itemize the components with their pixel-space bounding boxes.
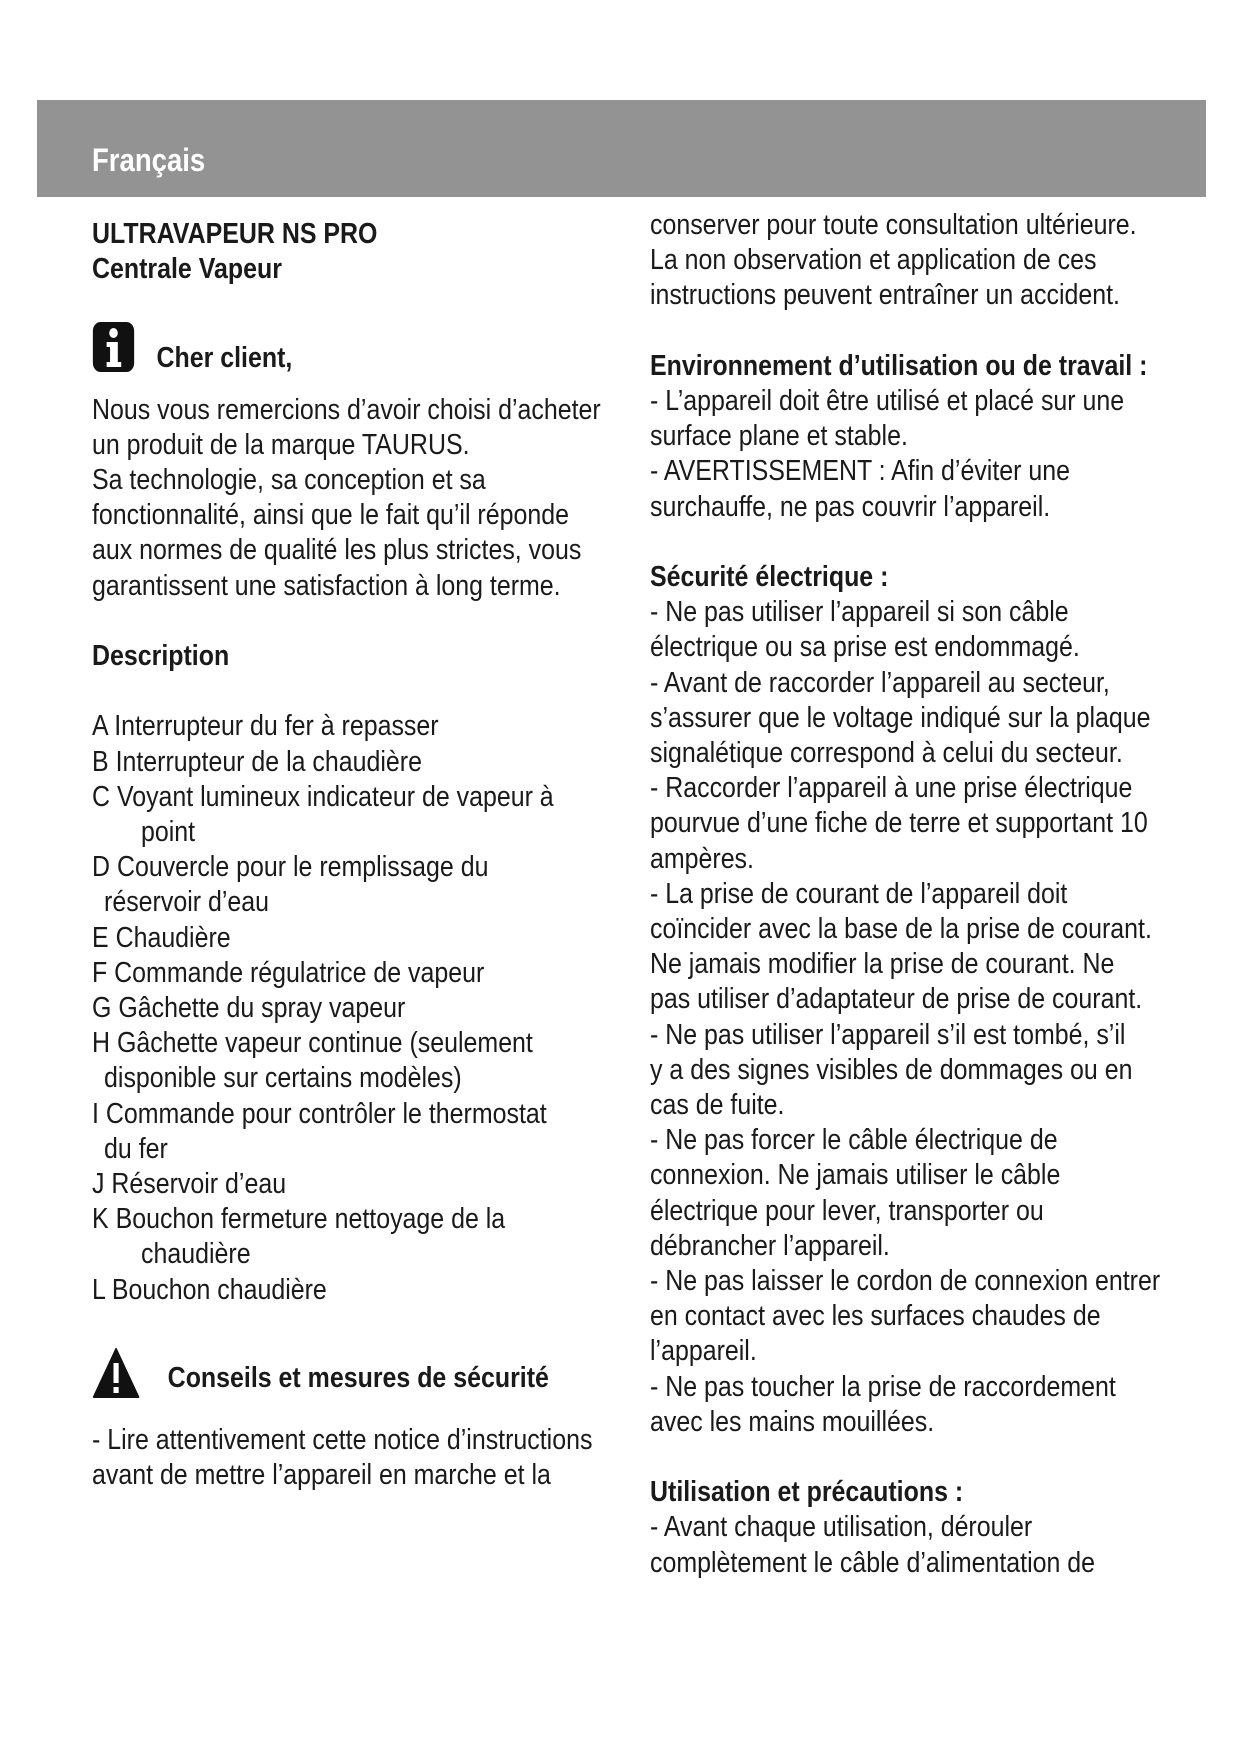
section-line: complètement le câble d’alimentation de (650, 1546, 1096, 1579)
section-line: - AVERTISSEMENT : Afin d’éviter une (650, 455, 1071, 488)
section-line: électrique ou sa prise est endommagé. (650, 631, 1080, 664)
product-type: Centrale Vapeur (92, 253, 282, 286)
section-line: - Ne pas utiliser l’appareil si son câble (650, 596, 1069, 629)
left-column (92, 217, 601, 1493)
safety-sections (650, 314, 1161, 1581)
description-item: F Commande régulatrice de vapeur (92, 956, 485, 989)
intro-line: Sa technologie, sa conception et sa (92, 464, 486, 496)
section-heading: Sécurité électrique : (650, 561, 889, 593)
language-title: Français (92, 142, 206, 178)
section-line: - Ne pas forcer le câble électrique de (650, 1124, 1058, 1157)
continuation-line: instructions peuvent entraîner un accident. (650, 279, 1120, 312)
right-column (650, 208, 1161, 1581)
safety-heading-row (92, 1343, 601, 1413)
section-line: surchauffe, ne pas couvrir l’appareil. (650, 490, 1051, 523)
description-item: L Bouchon chaudière (92, 1273, 327, 1306)
description-item: point (141, 816, 196, 848)
description-item: B Interrupteur de la chaudière (92, 745, 422, 778)
section-heading: Utilisation et précautions : (650, 1476, 964, 1509)
continuation-text (650, 208, 1137, 314)
section-line: surface plane et stable. (650, 420, 908, 453)
safety-intro-line: avant de mettre l’appareil en marche et la (92, 1459, 551, 1492)
intro-line: aux normes de qualité les plus strictes, vous (92, 534, 582, 567)
section-line: connexion. Ne jamais utiliser le câble (650, 1159, 1061, 1192)
section-line: débrancher l’appareil. (650, 1229, 890, 1262)
section-line: - Avant de raccorder l’appareil au secteur, (650, 666, 1110, 699)
description-item: H Gâchette vapeur continue (seulement (92, 1027, 533, 1060)
section-line: cas de fuite. (650, 1089, 785, 1122)
description-item: chaudière (141, 1238, 251, 1271)
continuation-line: conserver pour toute consultation ultérieure. (650, 209, 1137, 241)
section-line: y a des signes visibles de dommages ou en (650, 1053, 1133, 1086)
product-name: ULTRAVAPEUR NS PRO (92, 218, 378, 250)
description-item: disponible sur certains modèles) (104, 1062, 462, 1095)
section-line: - La prise de courant de l’appareil doit (650, 877, 1068, 910)
description-item: J Réservoir d’eau (92, 1168, 287, 1201)
intro-line: un produit de la marque TAURUS. (92, 428, 470, 461)
language-header (37, 100, 1206, 197)
intro-line: fonctionnalité, ainsi que le fait qu’il réponde (92, 499, 569, 532)
greeting: Cher client, (156, 341, 293, 374)
info-icon (92, 321, 135, 373)
description-list (92, 709, 601, 1307)
description-item: C Voyant lumineux indicateur de vapeur à (92, 780, 554, 813)
section-line: - Ne pas laisser le cordon de connexion entrer (650, 1265, 1161, 1298)
section-line: - L’appareil doit être utilisé et placé sur une (650, 385, 1125, 417)
section-line: avec les mains mouillées. (650, 1405, 935, 1438)
section-line: coïncider avec la base de la prise de courant. (650, 913, 1152, 946)
section-line: en contact avec les surfaces chaudes de (650, 1300, 1101, 1333)
section-line: électrique pour lever, transporter ou (650, 1194, 1044, 1227)
section-line: signalétique correspond à celui du secteur. (650, 737, 1123, 770)
intro-text (92, 393, 601, 604)
description-item: du fer (104, 1132, 168, 1165)
continuation-line: La non observation et application de ces (650, 244, 1097, 277)
intro-line: Nous vous remercions d’avoir choisi d’acheter (92, 393, 601, 426)
description-item: E Chaudière (92, 921, 231, 954)
safety-intro (92, 1423, 601, 1493)
section-line: s’assurer que le voltage indiqué sur la plaque (650, 701, 1151, 734)
description-item: I Commande pour contrôler le thermostat (92, 1097, 547, 1130)
warning-icon (92, 1347, 140, 1399)
safety-intro-line: - Lire attentivement cette notice d’instructions (92, 1424, 593, 1457)
section-line: Ne jamais modifier la prise de courant. Ne (650, 948, 1115, 981)
description-item: D Couvercle pour le remplissage du (92, 851, 489, 884)
section-heading: Environnement d’utilisation ou de travail : (650, 349, 1148, 382)
description-item: A Interrupteur du fer à repasser (92, 710, 439, 743)
section-line: - Ne pas toucher la prise de raccordement (650, 1370, 1116, 1403)
section-line: - Avant chaque utilisation, dérouler (650, 1511, 1033, 1544)
section-line: pourvue d’une fiche de terre et supportant 10 (650, 807, 1148, 840)
description-item: réservoir d’eau (104, 886, 270, 919)
description-item: K Bouchon fermeture nettoyage de la (92, 1203, 506, 1236)
section-line: - Raccorder l’appareil à une prise électrique (650, 772, 1133, 805)
safety-heading: Conseils et mesures de sécurité (167, 1362, 549, 1395)
section-line: l’appareil. (650, 1335, 757, 1368)
section-line: - Ne pas utiliser l’appareil s’il est tombé, s’il (650, 1018, 1126, 1051)
section-line: ampères. (650, 842, 754, 875)
intro-line: garantissent une satisfaction à long terme. (92, 569, 561, 602)
greeting-row (92, 323, 601, 393)
description-heading: Description (92, 640, 230, 672)
description-item: G Gâchette du spray vapeur (92, 992, 406, 1025)
section-line: pas utiliser d’adaptateur de prise de courant. (650, 983, 1143, 1016)
